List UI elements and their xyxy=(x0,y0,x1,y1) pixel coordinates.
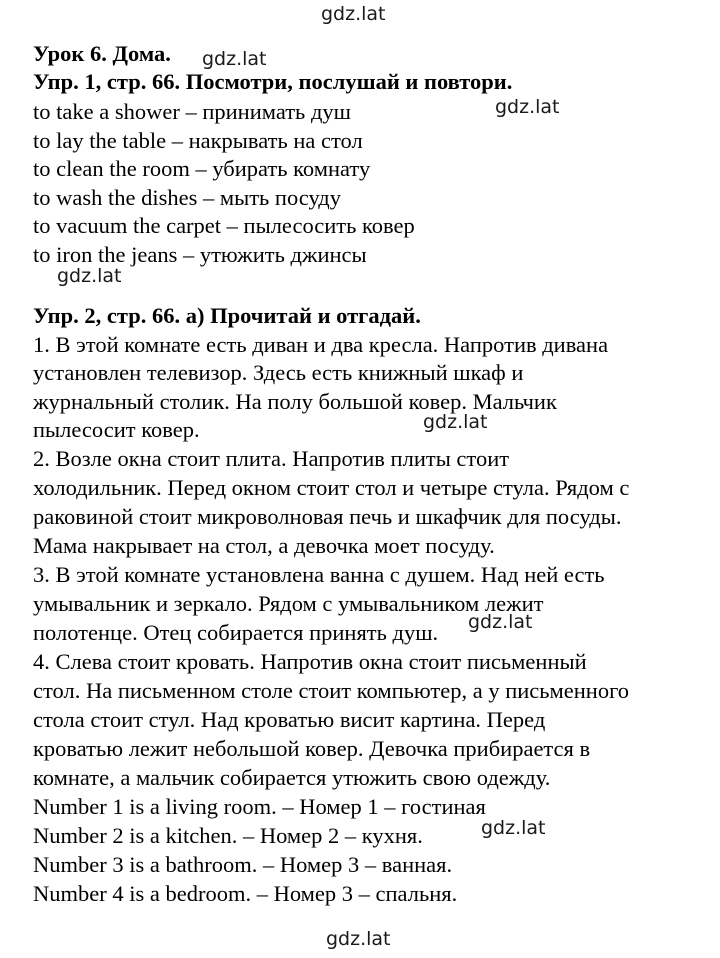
watermark: gdz.lat xyxy=(481,817,546,839)
vocab-line: to vacuum the carpet – пылесосить ковер xyxy=(33,213,415,238)
vocab-line: to clean the room – убирать комнату xyxy=(33,156,371,181)
text-line: Мама накрывает на стол, а девочка моет посуду. xyxy=(33,533,495,558)
text-line: 4. Слева стоит кровать. Напротив окна стоит письменный xyxy=(33,649,587,674)
text-line: 1. В этой комнате есть диван и два кресла. Напротив дивана xyxy=(33,332,609,357)
watermark: gdz.lat xyxy=(423,411,488,433)
vocab-line: to lay the table – накрывать на стол xyxy=(33,128,363,153)
text-line: 3. В этой комнате установлена ванна с душем. Над ней есть xyxy=(33,562,605,587)
text-line: холодильник. Перед окном стоит стол и четыре стула. Рядом с xyxy=(33,475,630,500)
answer-line: Number 4 is a bedroom. – Номер 3 – спальня. xyxy=(33,881,458,906)
exercise-1-heading: Упр. 1, стр. 66. Посмотри, послушай и повтори. xyxy=(33,69,513,94)
answer-line: Number 2 is a kitchen. – Номер 2 – кухня. xyxy=(33,823,423,848)
watermark: gdz.lat xyxy=(321,3,386,25)
watermark: gdz.lat xyxy=(326,928,391,950)
text-line: комнате, а мальчик собирается утюжить свою одежду. xyxy=(33,765,551,790)
watermark: gdz.lat xyxy=(495,96,560,118)
answer-line: Number 3 is a bathroom. – Номер 3 – ванная. xyxy=(33,852,453,877)
text-line: умывальник и зеркало. Рядом с умывальником лежит xyxy=(33,591,544,616)
text-line: пылесосит ковер. xyxy=(33,417,200,442)
vocab-line: to take a shower – принимать душ xyxy=(33,99,351,124)
lesson-title: Урок 6. Дома. xyxy=(33,41,171,66)
text-line: стол. На письменном столе стоит компьютер, а у письменного xyxy=(33,678,629,703)
watermark: gdz.lat xyxy=(202,48,267,70)
text-line: 2. Возле окна стоит плита. Напротив плиты стоит xyxy=(33,446,510,471)
text-line: полотенце. Отец собирается принять душ. xyxy=(33,620,439,645)
answer-line: Number 1 is a living room. – Номер 1 – гостиная xyxy=(33,794,486,819)
vocab-line: to wash the dishes – мыть посуду xyxy=(33,185,342,210)
text-line: стола стоит стул. Над кроватью висит картина. Перед xyxy=(33,707,546,732)
watermark: gdz.lat xyxy=(468,611,533,633)
text-line: установлен телевизор. Здесь есть книжный шкаф и xyxy=(33,360,524,385)
text-line: раковиной стоит микроволновая печь и шкафчик для посуды. xyxy=(33,504,622,529)
watermark: gdz.lat xyxy=(57,265,122,287)
text-line: журнальный столик. На полу большой ковер. Мальчик xyxy=(33,389,557,414)
vocab-line: to iron the jeans – утюжить джинсы xyxy=(33,242,367,267)
text-line: кроватью лежит небольшой ковер. Девочка прибирается в xyxy=(33,736,591,761)
exercise-2-heading: Упр. 2, стр. 66. а) Прочитай и отгадай. xyxy=(33,303,421,328)
